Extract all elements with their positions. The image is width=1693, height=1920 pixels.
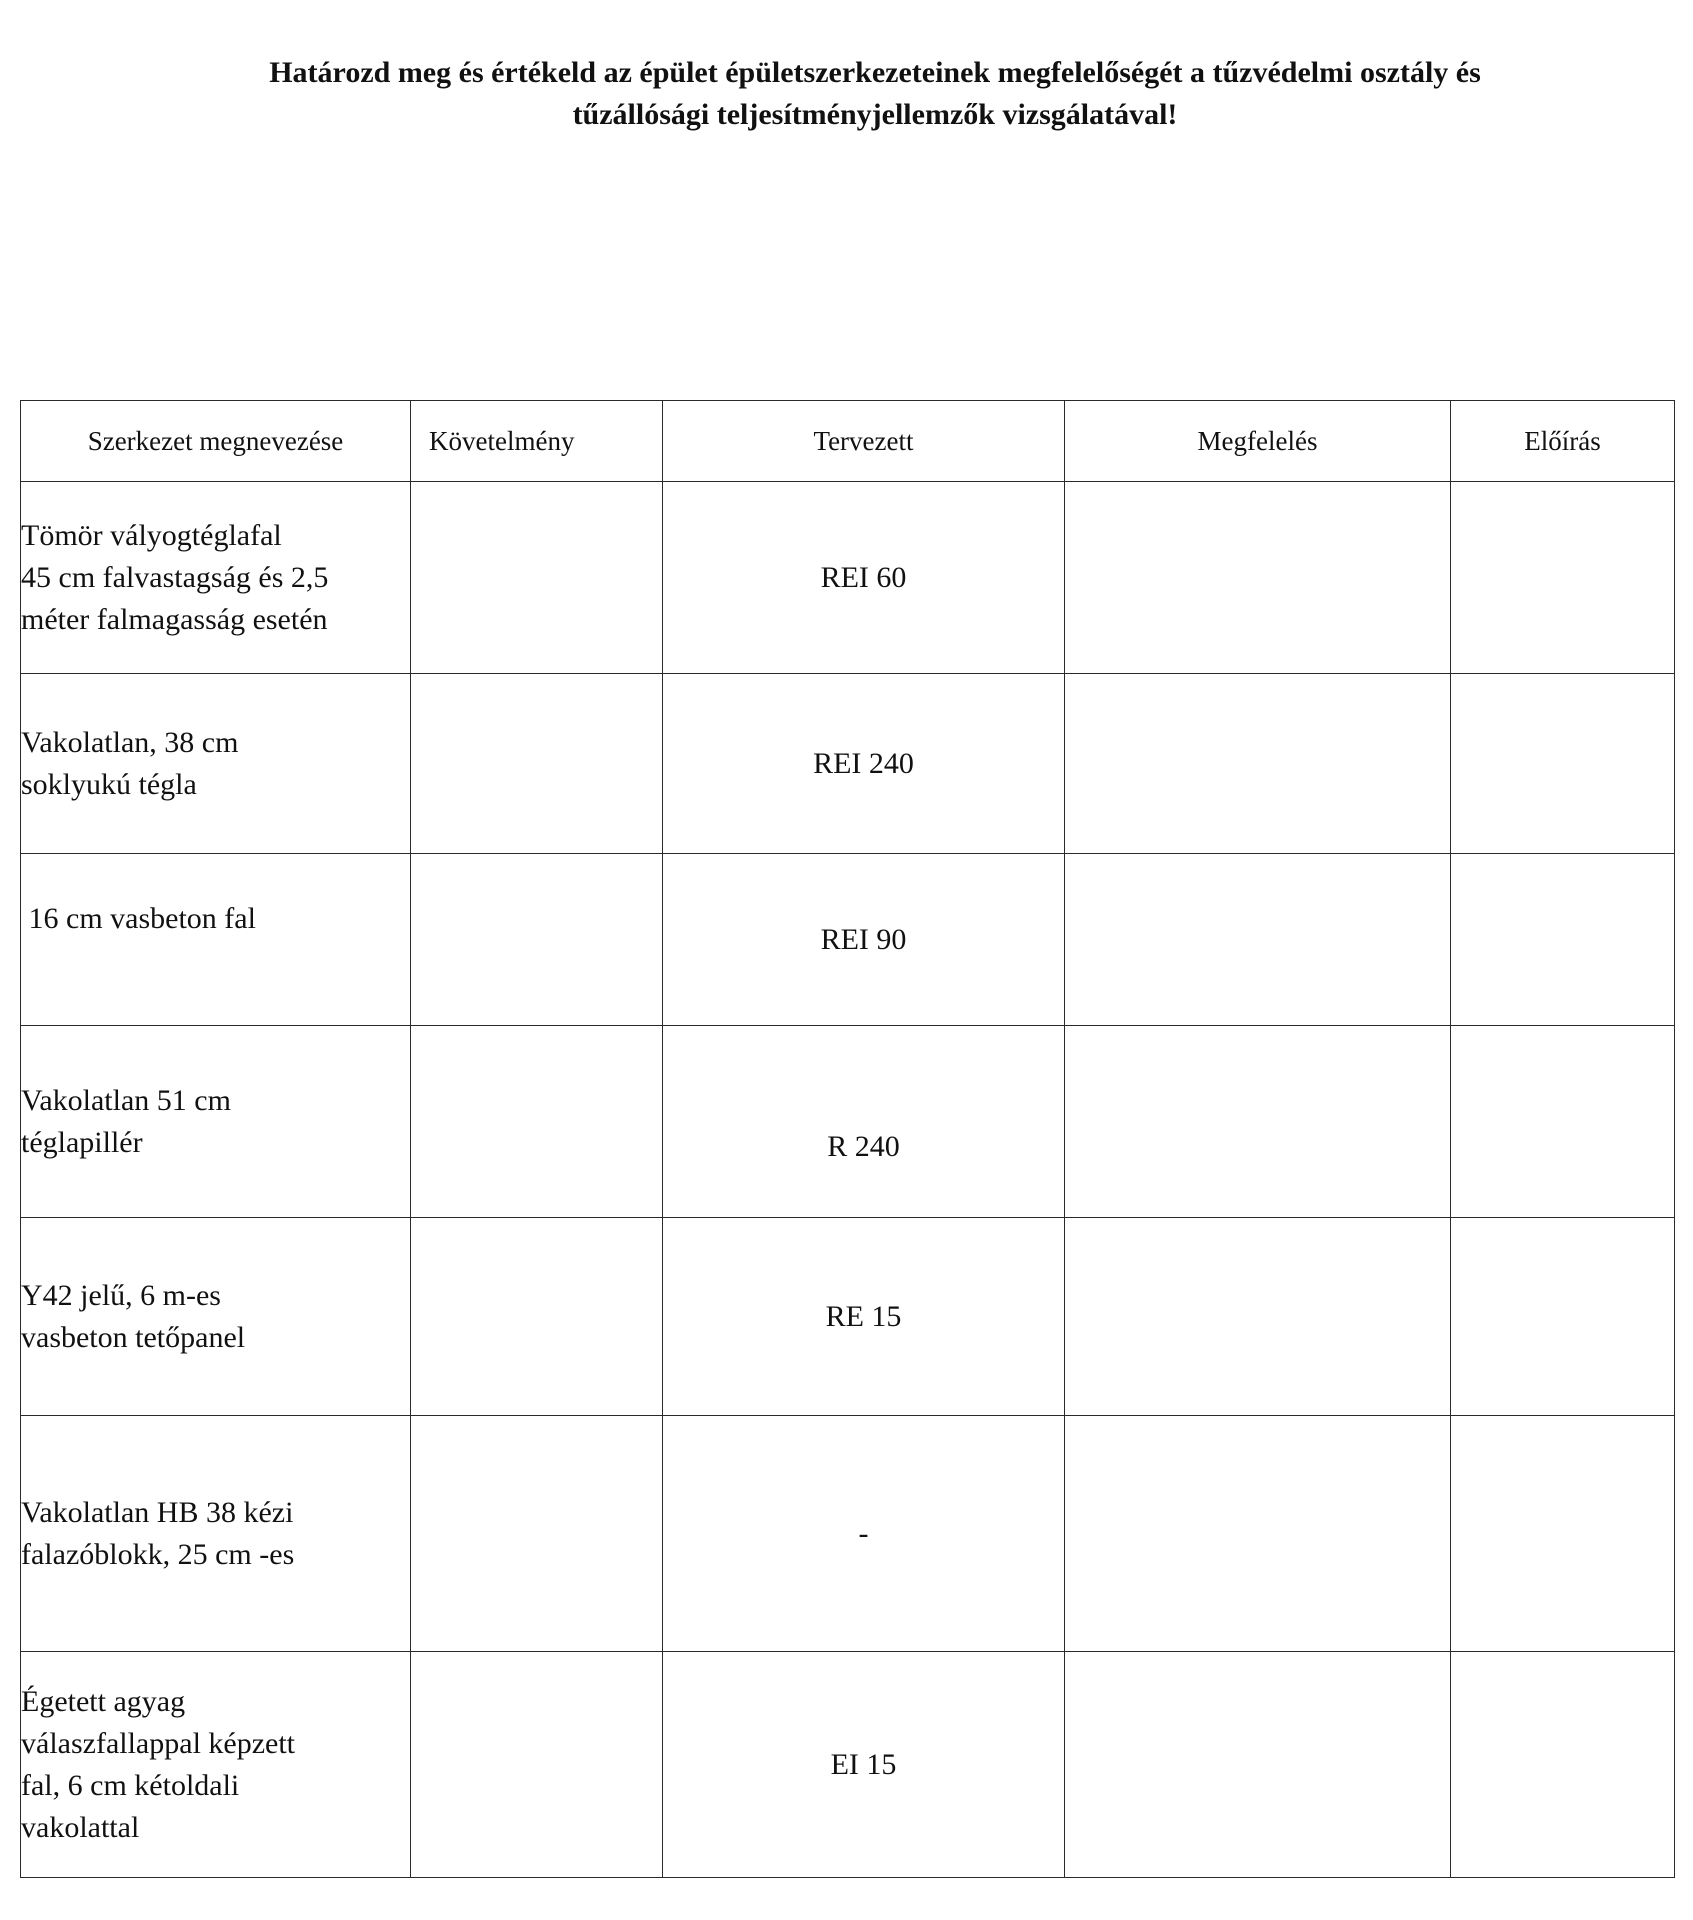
structure-name-cell [21, 1026, 411, 1218]
planned-value: RE 15 [663, 1218, 1065, 1416]
compliance-cell[interactable] [1065, 1652, 1451, 1878]
structure-name: Tömör vályogtéglafal 45 cm falvastagság és 2,5 méter falmagasság esetén [21, 518, 329, 636]
table-row [21, 674, 1675, 854]
compliance-cell[interactable] [1065, 1026, 1451, 1218]
planned-value: REI 90 [663, 854, 1065, 1026]
planned-value: - [663, 1416, 1065, 1652]
table-row [21, 1026, 1675, 1218]
requirement-cell[interactable] [411, 674, 663, 854]
requirement-cell[interactable] [411, 1218, 663, 1416]
task-heading-line-2: tűzállósági teljesítményjellemzők vizsgálatával! [572, 98, 1178, 131]
header-structure-name: Szerkezet megnevezése [21, 401, 411, 482]
structure-name-cell [21, 482, 411, 674]
table-row [21, 482, 1675, 674]
requirement-cell[interactable] [411, 1026, 663, 1218]
header-requirement: Követelmény [411, 401, 663, 482]
compliance-cell[interactable] [1065, 1218, 1451, 1416]
regulation-cell[interactable] [1451, 1416, 1675, 1652]
planned-value: EI 15 [663, 1652, 1065, 1878]
structure-name-cell [21, 1416, 411, 1652]
requirement-cell[interactable] [411, 1652, 663, 1878]
planned-value: REI 240 [663, 674, 1065, 854]
table-row [21, 1218, 1675, 1416]
fire-resistance-table [20, 400, 1675, 1878]
structure-name-cell [21, 1218, 411, 1416]
regulation-cell[interactable] [1451, 1218, 1675, 1416]
regulation-cell[interactable] [1451, 674, 1675, 854]
structure-name: Y42 jelű, 6 m-es vasbeton tetőpanel [21, 1278, 246, 1354]
header-regulation: Előírás [1451, 401, 1675, 482]
task-heading-line-1: Határozd meg és értékeld az épület épületszerkezeteinek megfelelőségét a tűzvédelmi osztály és [269, 56, 1481, 89]
requirement-cell[interactable] [411, 854, 663, 1026]
regulation-cell[interactable] [1451, 1026, 1675, 1218]
compliance-cell[interactable] [1065, 482, 1451, 674]
planned-value: REI 60 [663, 482, 1065, 674]
compliance-cell[interactable] [1065, 854, 1451, 1026]
structure-name-cell [21, 674, 411, 854]
structure-name: Égetett agyag válaszfallappal képzett fal, 6 cm kétoldali vakolattal [21, 1684, 296, 1844]
regulation-cell[interactable] [1451, 854, 1675, 1026]
header-compliance: Megfelelés [1065, 401, 1451, 482]
structure-name: Vakolatlan, 38 cm soklyukú tégla [21, 725, 239, 801]
table-header-row [21, 401, 1675, 482]
requirement-cell[interactable] [411, 1416, 663, 1652]
compliance-cell[interactable] [1065, 1416, 1451, 1652]
compliance-cell[interactable] [1065, 674, 1451, 854]
requirement-cell[interactable] [411, 482, 663, 674]
header-planned: Tervezett [663, 401, 1065, 482]
structure-name-cell [21, 854, 411, 1026]
structure-name: Vakolatlan HB 38 kézi falazóblokk, 25 cm -es [21, 1495, 295, 1571]
structure-name-cell [21, 1652, 411, 1878]
structure-name: Vakolatlan 51 cm téglapillér [21, 1083, 231, 1159]
regulation-cell[interactable] [1451, 482, 1675, 674]
regulation-cell[interactable] [1451, 1652, 1675, 1878]
task-heading [150, 52, 1600, 136]
planned-value: R 240 [663, 1026, 1065, 1218]
table-row [21, 854, 1675, 1026]
table-row [21, 1652, 1675, 1878]
table-row [21, 1416, 1675, 1652]
structure-name: 16 cm vasbeton fal [21, 902, 256, 935]
